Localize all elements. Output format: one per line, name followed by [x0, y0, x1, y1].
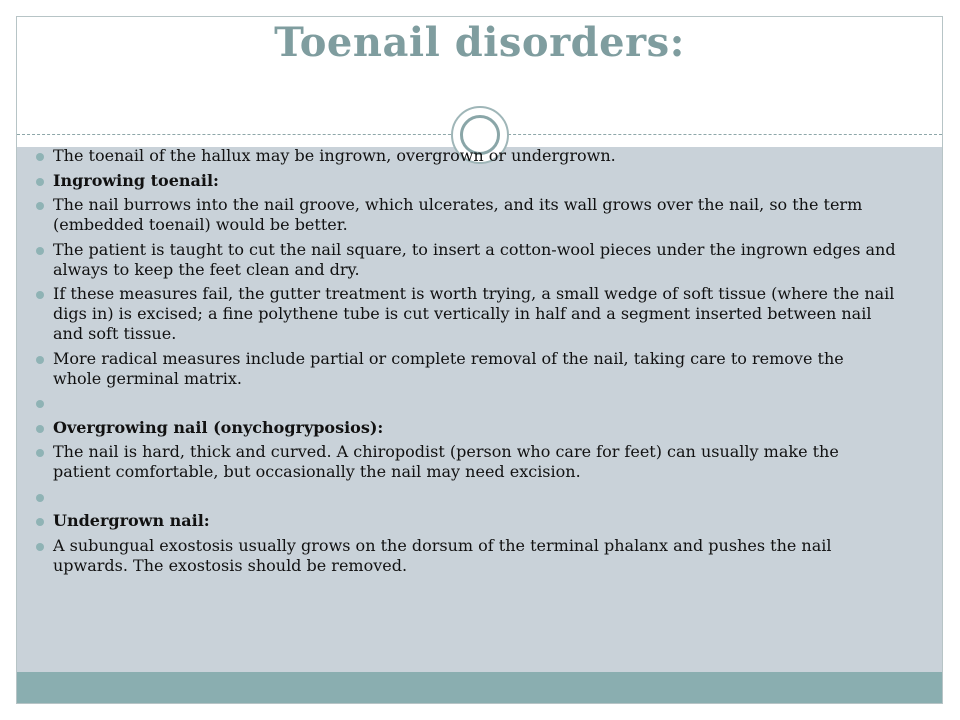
bullet-text: A subungual exostosis usually grows on the dorsum of the terminal phalanx and pushes the nail upwards. The exostosis should be removed. — [53, 535, 832, 575]
bullet-item — [36, 284, 896, 344]
bullet-text: More radical measures include partial or complete removal of the nail, taking care to remove the whole germinal matrix. — [53, 348, 844, 388]
bullet-item — [36, 240, 896, 280]
bullet-heading: Undergrown nail: — [53, 511, 210, 530]
bullet-item — [36, 487, 896, 507]
bullet-list — [36, 146, 896, 580]
bullet-text: If these measures fail, the gutter treatment is worth trying, a small wedge of soft tissue (where the nail digs in) is excised; a fine polythene tube is cut vertically in half and a segment inserted between nail and soft tissue. — [53, 284, 895, 343]
bullet-text: The patient is taught to cut the nail square, to insert a cotton-wool pieces under the ingrown edges and always to keep the feet clean and dry. — [53, 239, 896, 279]
bullet-item — [36, 511, 896, 531]
bullet-item — [36, 418, 896, 438]
footer-bar — [17, 672, 942, 704]
slide-title: Toenail disorders: — [274, 19, 685, 66]
bullet-item — [36, 146, 896, 166]
bullet-item — [36, 393, 896, 413]
bullet-text: The toenail of the hallux may be ingrown, overgrown or undergrown. — [53, 146, 616, 165]
bullet-heading: Ingrowing toenail: — [53, 170, 219, 190]
bullet-item — [36, 349, 896, 389]
bullet-item — [36, 536, 896, 576]
bullet-item — [36, 171, 896, 191]
bullet-heading: Overgrowing nail (onychogryposios): — [53, 417, 384, 437]
bullet-item — [36, 195, 896, 235]
bullet-text: The nail burrows into the nail groove, which ulcerates, and its wall grows over the nail, so the term (embedded toenail) would be better. — [53, 195, 863, 234]
bullet-item — [36, 442, 896, 482]
bullet-text: The nail is hard, thick and curved. A chiropodist (person who care for feet) can usually make the patient comfortable, but occasionally the nail may need excision. — [53, 442, 839, 481]
